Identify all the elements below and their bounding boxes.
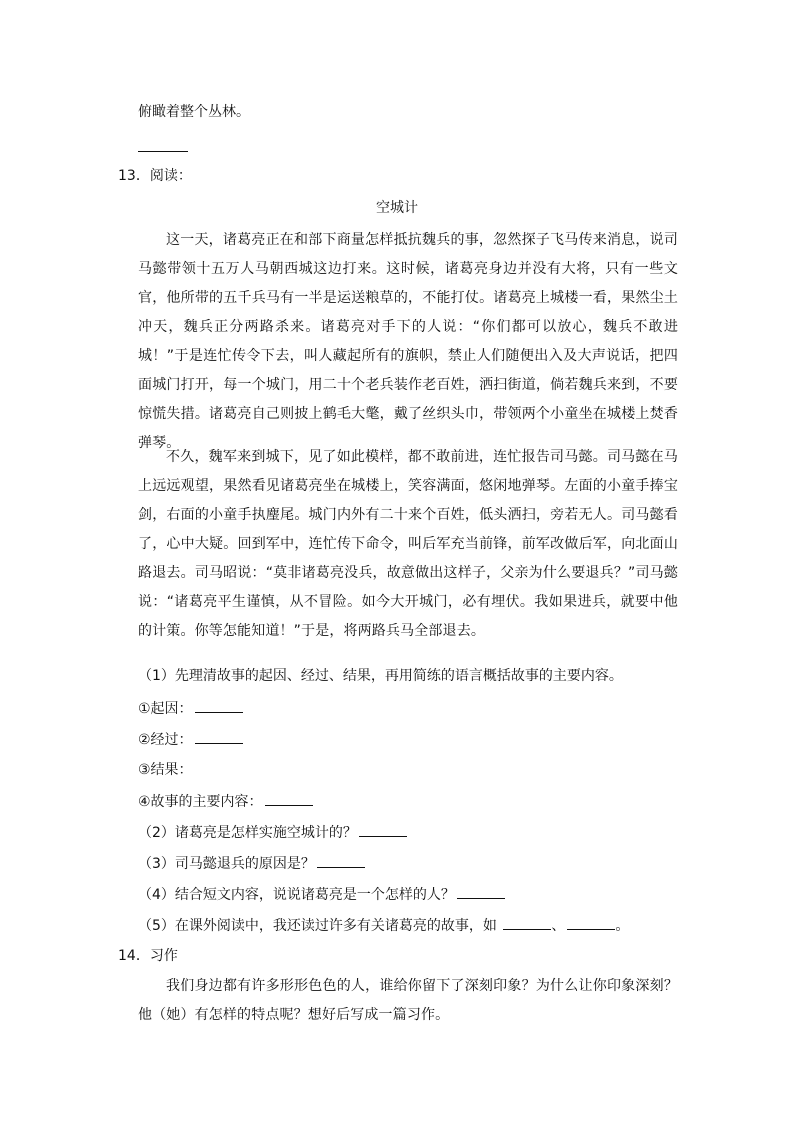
answer-blank-process[interactable] [195, 729, 243, 744]
sub-item-main-content-label: ④故事的主要内容： [138, 794, 263, 810]
sub-question-5-separator: 、 [551, 918, 566, 934]
sub-item-result [138, 760, 193, 780]
sub-question-3 [138, 853, 365, 873]
top-fragment: 俯瞰着整个丛林。 [138, 104, 250, 120]
sub-question-4 [138, 884, 505, 904]
sub-question-5-end: 。 [615, 918, 630, 934]
sub-item-result-label: ③结果： [138, 762, 193, 778]
sub-question-5 [138, 915, 629, 935]
story-title: 空城计 [376, 200, 418, 216]
answer-blank-q5-b[interactable] [567, 915, 615, 930]
story-paragraph-1: 这一天，诸葛亮正在和部下商量怎样抵抗魏兵的事，忽然探子飞马传来消息，说司马懿带领十五万人马朝西城这边打来。这时候，诸葛亮身边并没有大将，只有一些文官，他所带的五千兵马有一半是运送粮草的，不能打仗。诸葛亮上城楼一看，果然尘土冲天，魏兵正分两路杀来。诸葛亮对手下的人说：“你们都可以放心，魏兵不敢进城！”于是连忙传令下去，叫人藏起所有的旗帜，禁止人们随便出入及大声说话，把四面城门打开，每一个城门，用二十个老兵装作老百姓，洒扫街道，倘若魏兵来到，不要惊慌失措。诸葛亮自己则披上鹤毛大氅，戴了丝织头巾，带领两个小童坐在城楼上焚香弹琴。 [138, 232, 678, 451]
question-13-number: 13．阅读： [118, 168, 192, 184]
sub-item-process-label: ②经过： [138, 732, 193, 748]
sub-question-1: （1）先理清故事的起因、经过、结果，再用简练的语言概括故事的主要内容。 [138, 668, 623, 684]
sub-question-4-text: （4）结合短文内容，说说诸葛亮是一个怎样的人？ [138, 887, 455, 903]
sub-question-2 [138, 822, 407, 842]
sub-item-cause [138, 698, 243, 718]
answer-blank-q3[interactable] [317, 853, 365, 868]
story-paragraph-2: 不久，魏军来到城下，见了如此模样，都不敢前进，连忙报告司马懿。司马懿在马上远远观望，果然看见诸葛亮坐在城楼上，笑容满面，悠闲地弹琴。左面的小童手捧宝剑，右面的小童手执麈尾。城门内外有二十来个百姓，低头洒扫，旁若无人。司马懿看了，心中大疑。回到军中，连忙传下命令，叫后军充当前锋，前军改做后军，向北面山路退去。司马昭说：“莫非诸葛亮没兵，故意做出这样子，父亲为什么要退兵？”司马懿说：“诸葛亮平生谨慎，从不冒险。如今大开城门，必有埋伏。我如果进兵，就要中他的计策。你等怎能知道！”于是，将两路兵马全部退去。 [138, 449, 678, 639]
question-14-number: 14．习作 [118, 948, 178, 964]
sub-question-2-text: （2）诸葛亮是怎样实施空城计的？ [138, 825, 357, 841]
sub-question-3-text: （3）司马懿退兵的原因是？ [138, 856, 315, 872]
sub-item-main-content [138, 791, 313, 811]
sub-item-process [138, 729, 243, 749]
answer-blank[interactable] [138, 151, 188, 152]
answer-blank-cause[interactable] [195, 698, 243, 713]
answer-blank-q2[interactable] [359, 822, 407, 837]
answer-blank-q5-a[interactable] [503, 915, 551, 930]
sub-item-cause-label: ①起因： [138, 701, 193, 717]
sub-question-5-text: （5）在课外阅读中，我还读过许多有关诸葛亮的故事，如 [138, 918, 497, 934]
writing-prompt: 我们身边都有许多形形色色的人，谁给你留下了深刻印象？为什么让你印象深刻？他（她）有怎样的特点呢？想好后写成一篇习作。 [138, 978, 678, 1023]
answer-blank-main-content[interactable] [265, 791, 313, 806]
answer-blank-q4[interactable] [457, 884, 505, 899]
